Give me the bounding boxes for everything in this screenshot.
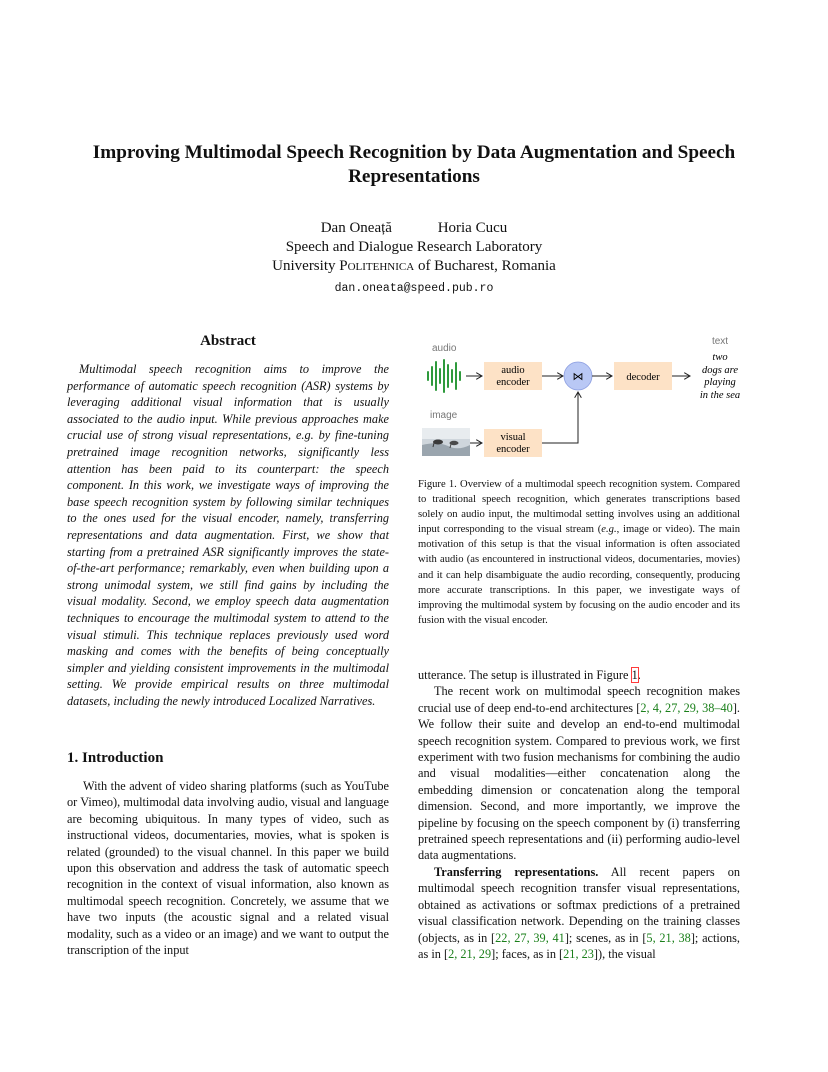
svg-text:dogs are: dogs are — [701, 365, 739, 376]
output-transcription — [700, 352, 740, 401]
dogs-image-thumbnail — [422, 428, 470, 456]
svg-text:two: two — [712, 352, 728, 363]
audio-encoder-label-1: audio — [501, 365, 525, 376]
citation-link[interactable]: 21, 23 — [563, 946, 594, 961]
text-label: text — [711, 336, 729, 347]
introduction-heading: 1. Introduction — [67, 750, 164, 766]
svg-text:in the sea: in the sea — [699, 390, 741, 401]
citation-link[interactable]: 22, 27, 39, 41 — [495, 930, 565, 945]
affiliation-university: University Politehnica of Bucharest, Romania — [272, 258, 556, 274]
abstract-text: Multimodal speech recognition aims to improve the performance of automatic speech recognition (ASR) systems by leveraging additional visual information that is usually associated to the audio input. While previous approaches make crucial use of strong visual representations, e.g. by fine-tuning pretrained image recognition networks, significantly less attention has been paid to its counterpart: the speech component. In this work, we investigate ways of improving the base speech recognition system by following similar techniques to the ones used for the visual encoder, namely, transferring representations and data augmentation. First, we show that starting from a pretrained ASR significantly improves the state-of-the-art performance; remarkably, even when building upon a strong unimodal system, we still find gains by including the visual modality. Second, we employ speech data augmentation techniques to encourage the multimodal system to attend to the visual stimuli. This technique replaces previously used word masking and comes with the benefits of being conceptually simpler and yielding consistent improvements in the multimodal setting. We provide empirical results on three multimodal datasets, including the newly introduced Localized Narratives. — [67, 362, 389, 708]
svg-text:playing: playing — [704, 377, 736, 388]
citation-link[interactable]: 5, 21, 38 — [646, 930, 691, 945]
abstract-section — [67, 330, 389, 709]
waveform-icon — [428, 360, 460, 392]
introduction-text: With the advent of video sharing platforms (such as YouTube or Vimeo), multimodal data involving audio, visual and language are becoming ubiquitous. In many types of video, such as instructional videos, documentaries, movies, what is spoken is related (grounded) to the visual channel. In this paper we build upon this observation and address the task of automatic speech recognition in the context of visual information, also known as multimodal speech recognition. Concretely, we assume that we have two inputs (the acoustic signal and a related visual modality, such as a video or an image) and we want to output the transcription of the input — [67, 779, 389, 958]
paragraph-transferring: Transferring representations. All recent papers on multimodal speech recognition transfer visual representations, obtained as activations or softmax predictions of a pretrained visual classification network. Depending on the training classes (objects, as in [22, 27, 39, 41]; scenes, as in [5, 21, 38]; actions, as in [2, 21, 29]; faces, as in [21, 23]), the visual — [418, 864, 740, 961]
citation-link[interactable]: 2, 4, 27, 29, 38–40 — [640, 700, 733, 715]
author-names — [0, 219, 828, 238]
image-label: image — [430, 410, 458, 421]
fusion-symbol: ⋈ — [572, 371, 584, 383]
affiliation-lab: Speech and Dialogue Research Laboratory — [285, 239, 543, 255]
paper-title: Improving Multimodal Speech Recognition by Data Augmentation and Speech Representations — [92, 142, 736, 187]
audio-encoder-label-2: encoder — [496, 377, 530, 388]
figure-1-link[interactable]: 1 — [631, 668, 638, 682]
abstract-heading: Abstract — [200, 333, 256, 349]
author-1: Dan Oneață — [320, 220, 392, 236]
author-block — [0, 219, 828, 298]
decoder-label: decoder — [626, 372, 660, 383]
author-2: Horia Cucu — [437, 220, 508, 236]
figure-1-diagram — [418, 332, 748, 462]
audio-label: audio — [432, 343, 457, 354]
author-email[interactable]: dan.oneata@speed.pub.ro — [334, 282, 494, 295]
citation-link[interactable]: 2, 21, 29 — [448, 946, 492, 961]
visual-encoder-label-1: visual — [500, 432, 526, 443]
paragraph-setup: utterance. The setup is illustrated in Figure 1. — [418, 668, 641, 682]
introduction-continued — [418, 667, 740, 962]
figure-1-caption: Figure 1. Overview of a multimodal speech recognition system. Compared to traditional speech recognition, which generates transcriptions based solely on audio input, the multimodal setting involves using an additional input corresponding to the visual stream (e.g., image or video). The main motivation of this setup is that the visual information is often associated with audio (as encountered in instructional videos, documentaries, movies) and it can help disambiguate the audio recording, consequently, producing more accurate transcriptions. In this paper, we investigate ways of improving the multimodal system by focusing on the audio encoder and its fusion with the visual encoder. — [418, 479, 740, 626]
visual-encoder-label-2: encoder — [496, 444, 530, 455]
paragraph-recent-work: The recent work on multimodal speech recognition makes crucial use of deep end-to-end architectures [2, 4, 27, 29, 38–40]. We follow their suite and develop an end-to-end multimodal speech recognition system. Compared to previous work, we first experiment with two fusion mechanisms for combining the audio and visual modalities—either concatenation along the embedding dimension or concatenation along the temporal dimension. Second, and more importantly, we improve the pipeline by focusing on the speech component by (i) transferring pretrained speech representations and (ii) performing audio-level data augmentations. — [418, 684, 740, 863]
